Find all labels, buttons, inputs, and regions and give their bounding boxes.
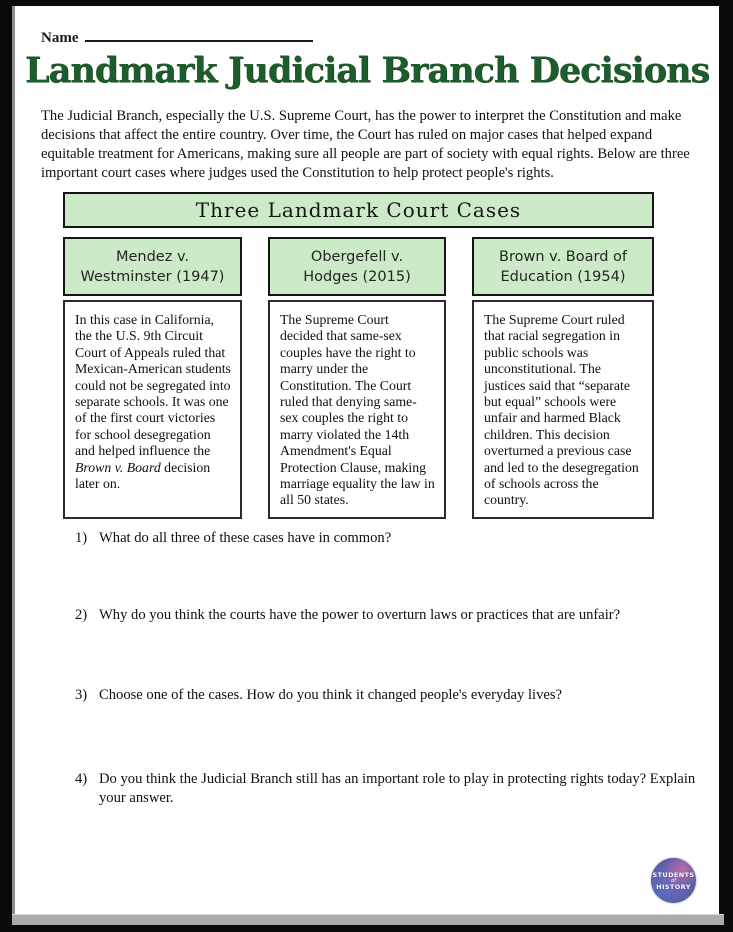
case-text: decision later on. bbox=[75, 459, 211, 492]
page-title: Landmark Judicial Branch Decisions bbox=[24, 50, 710, 91]
logo-text-mid: of bbox=[671, 877, 676, 884]
question-2 bbox=[75, 606, 709, 625]
question-1 bbox=[75, 529, 709, 548]
case-title-line: Hodges (2015) bbox=[303, 268, 411, 285]
case-header-obergefell bbox=[268, 237, 446, 296]
case-title-line: Education (1954) bbox=[500, 268, 626, 285]
worksheet-page bbox=[12, 6, 719, 914]
section-banner: Three Landmark Court Cases bbox=[63, 192, 654, 228]
logo-text-bottom: HISTORY bbox=[656, 882, 691, 891]
name-row bbox=[41, 28, 313, 47]
case-columns bbox=[63, 237, 654, 519]
case-body-mendez bbox=[63, 300, 242, 519]
case-text: The Supreme Court ruled that racial segregation in public schools was unconstitutional. The justices said that “separate but equal” schools were unfair and harmed Black children. This decision overturned a previous case and led to the desegregation of schools across the country. bbox=[484, 312, 639, 508]
question-number: 3) bbox=[75, 687, 88, 703]
case-column-mendez bbox=[63, 237, 242, 519]
case-column-brown bbox=[472, 237, 654, 519]
question-3 bbox=[75, 686, 709, 705]
question-text: What do all three of these cases have in common? bbox=[99, 530, 392, 546]
case-title-line: Brown v. Board of bbox=[499, 248, 627, 265]
question-text: Do you think the Judicial Branch still has an important role to play in protecting rights today? Explain your answer. bbox=[99, 771, 696, 806]
case-title-line: Westminster (1947) bbox=[80, 268, 225, 285]
question-number: 2) bbox=[75, 607, 88, 623]
case-column-obergefell bbox=[268, 237, 446, 519]
page-edge-shadow bbox=[12, 914, 724, 925]
students-of-history-logo bbox=[651, 858, 696, 903]
intro-paragraph: The Judicial Branch, especially the U.S. Supreme Court, has the power to interpret the Constitution and make decisions that affect the entire country. Over time, the Court has ruled on major cases that helped expand equitable treatment for Americans, making sure all people are part of society with equal rights. Below are three important court cases where judges used the Constitution to help protect people's rights. bbox=[41, 108, 690, 181]
question-number: 4) bbox=[75, 771, 88, 787]
case-title-line: Obergefell v. bbox=[310, 248, 404, 265]
case-body-brown bbox=[472, 300, 654, 519]
question-text: Choose one of the cases. How do you think it changed people's everyday lives? bbox=[99, 687, 563, 703]
case-header-brown bbox=[472, 237, 654, 296]
case-title-line: Mendez v. bbox=[115, 248, 190, 265]
case-text-italic: Brown v. Board bbox=[75, 459, 161, 475]
case-text: The Supreme Court decided that same-sex couples have the right to marry under the Constitution. The Court ruled that denying same-sex couples the right to marry violated the 14th Amendment's Equal Protection Clause, making marriage equality the law in all 50 states. bbox=[280, 312, 435, 508]
name-label: Name bbox=[41, 30, 79, 46]
case-body-obergefell bbox=[268, 300, 446, 519]
name-blank-line bbox=[85, 28, 313, 42]
question-text: Why do you think the courts have the power to overturn laws or practices that are unfair? bbox=[99, 607, 621, 623]
question-number: 1) bbox=[75, 530, 88, 546]
question-4 bbox=[75, 770, 709, 808]
case-text: In this case in California, the the U.S. 9th Circuit Court of Appeals ruled that Mexican-American students could not be segregated into separate schools. It was one of the first court victories for school desegregation and helped influence the bbox=[75, 312, 231, 459]
case-header-mendez bbox=[63, 237, 242, 296]
logo-text-top: STUDENTS bbox=[652, 870, 695, 879]
